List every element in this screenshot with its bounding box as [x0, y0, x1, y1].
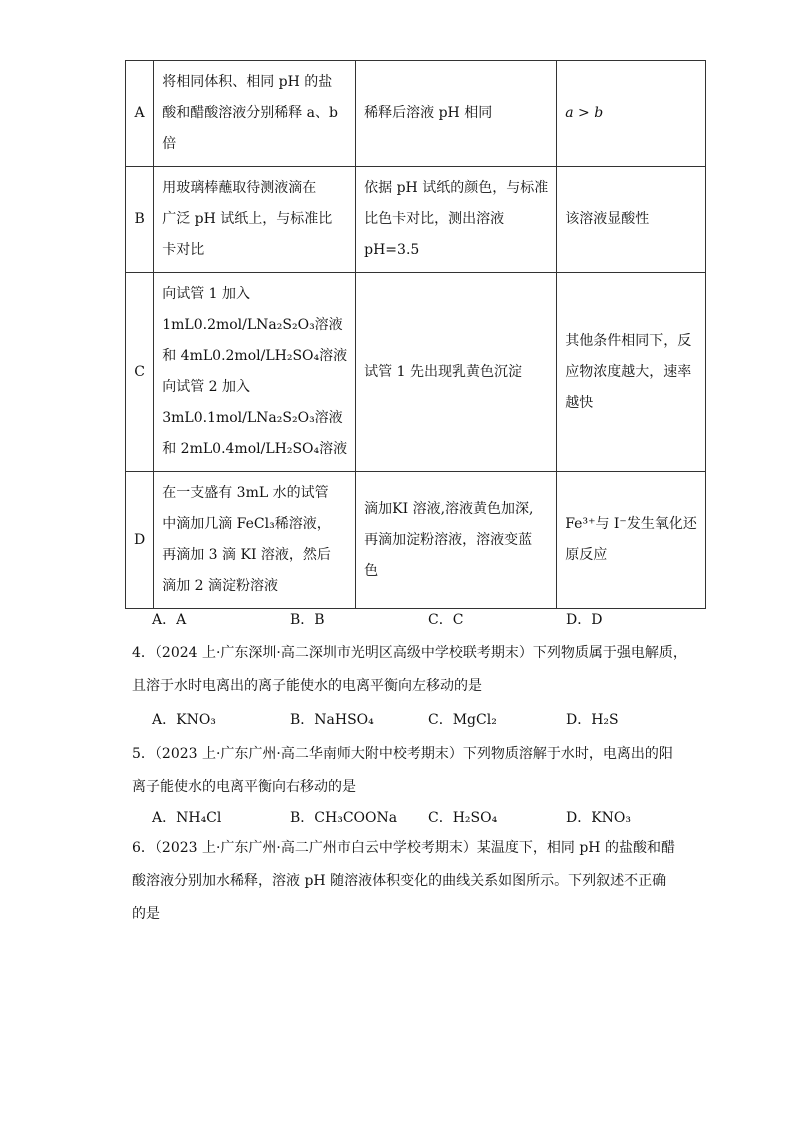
- cell-line: 酸和醋酸溶液分别稀释 a、b: [162, 105, 338, 121]
- cell-line: 试管 1 先出现乳黄色沉淀: [364, 363, 522, 380]
- q3-options: [152, 609, 704, 629]
- cell-line: a > b: [565, 105, 604, 121]
- question-4-line-2: 且溶于水时电离出的离子能使水的电离平衡向左移动的是: [132, 678, 482, 694]
- cell-line: pH=3.5: [364, 242, 420, 258]
- row-label: B: [126, 167, 154, 273]
- q3-option-c: C．C: [428, 612, 464, 628]
- cell-line: 1mL0.2mol/LNa₂S₂O₃溶液: [162, 317, 343, 333]
- table-row: [126, 472, 706, 609]
- row-label: A: [126, 61, 154, 167]
- cell-line: 中滴加几滴 FeCl₃稀溶液，: [162, 516, 331, 532]
- question-6: [132, 832, 675, 931]
- q3-option-d: D．D: [566, 612, 603, 628]
- phenomenon-cell: [356, 472, 557, 609]
- q5-option-c: C．H₂SO₄: [428, 810, 498, 826]
- cell-line: 卡对比: [162, 242, 205, 258]
- cell-line: 3mL0.1mol/LNa₂S₂O₃溶液: [162, 410, 343, 426]
- q4-option-b: B．NaHSO₄: [290, 712, 374, 728]
- table-row: [126, 61, 706, 167]
- cell-line: Fe³⁺与 I⁻发生氧化还: [565, 516, 697, 532]
- cell-line: 稀释后溶液 pH 相同: [364, 105, 493, 121]
- question-4-line-1: 4．（2024 上·广东深圳·高二深圳市光明区高级中学校联考期末）下列物质属于强电解质，: [132, 645, 687, 661]
- question-5-line-2: 离子能使水的电离平衡向右移动的是: [132, 779, 356, 795]
- cell-line: 依据 pH 试纸的颜色，与标准: [364, 180, 549, 196]
- table-row: [126, 273, 706, 472]
- row-label: D: [126, 472, 154, 609]
- cell-line: 再滴加淀粉溶液，溶液变蓝: [364, 531, 533, 548]
- cell-line: 滴加KI 溶液,溶液黄色加深,: [364, 500, 534, 517]
- cell-line: 再滴加 3 滴 KI 溶液，然后: [162, 547, 331, 563]
- question-5: [132, 738, 672, 804]
- cell-line: 原反应: [565, 547, 608, 563]
- cell-line: 和 2mL0.4mol/LH₂SO₄溶液: [162, 441, 348, 457]
- cell-line: 应物浓度越大，速率: [565, 363, 692, 380]
- cell-line: 该溶液显酸性: [565, 211, 650, 227]
- phenomenon-cell: [356, 273, 557, 472]
- cell-line: 用玻璃棒蘸取待测液滴在: [162, 180, 317, 196]
- conclusion-cell: [557, 273, 706, 472]
- cell-line: 和 4mL0.2mol/LH₂SO₄溶液: [162, 348, 348, 364]
- q3-option-a: A．A: [152, 612, 187, 628]
- q4-option-d: D．H₂S: [566, 712, 619, 728]
- question-6-line-3: 的是: [132, 906, 160, 922]
- question-6-line-1: 6．（2023 上·广东广州·高二广州市白云中学校考期末）某温度下，相同 pH 的盐酸和醋: [132, 840, 675, 856]
- experiment-table: [125, 60, 706, 609]
- table-row: [126, 167, 706, 273]
- q5-option-b: B．CH₃COONa: [290, 810, 398, 826]
- cell-line: 其他条件相同下，反: [565, 332, 692, 349]
- conclusion-cell: [557, 61, 706, 167]
- cell-line: 将相同体积、相同 pH 的盐: [162, 74, 333, 90]
- q4-option-a: A．KNO₃: [152, 712, 216, 728]
- operation-cell: [154, 472, 356, 609]
- phenomenon-cell: [356, 61, 557, 167]
- cell-line: 色: [364, 562, 379, 579]
- cell-line: 广泛 pH 试纸上，与标准比: [162, 211, 333, 227]
- q5-option-a: A．NH₄Cl: [152, 810, 222, 826]
- q4-options: [152, 709, 704, 729]
- cell-line: 向试管 2 加入: [162, 379, 251, 395]
- cell-line: 向试管 1 加入: [162, 286, 251, 302]
- question-6-line-2: 酸溶液分别加水稀释，溶液 pH 随溶液体积变化的曲线关系如图所示。下列叙述不正确: [132, 873, 667, 889]
- q3-option-b: B．B: [290, 612, 325, 628]
- conclusion-cell: [557, 472, 706, 609]
- cell-line: 越快: [565, 394, 594, 411]
- cell-line: 滴加 2 滴淀粉溶液: [162, 578, 279, 594]
- cell-line: 比色卡对比，测出溶液: [364, 211, 505, 227]
- cell-line: 在一支盛有 3mL 水的试管: [162, 485, 329, 501]
- cell-line: 倍: [162, 136, 177, 152]
- q5-option-d: D．KNO₃: [566, 810, 632, 826]
- operation-cell: [154, 273, 356, 472]
- row-label: C: [126, 273, 154, 472]
- conclusion-cell: [557, 167, 706, 273]
- q5-options: [152, 807, 704, 827]
- phenomenon-cell: [356, 167, 557, 273]
- operation-cell: [154, 167, 356, 273]
- operation-cell: [154, 61, 356, 167]
- q4-option-c: C．MgCl₂: [428, 712, 497, 728]
- question-5-line-1: 5．（2023 上·广东广州·高二华南师大附中校考期末）下列物质溶解于水时，电离出的阳: [132, 746, 673, 762]
- question-4: [132, 637, 687, 703]
